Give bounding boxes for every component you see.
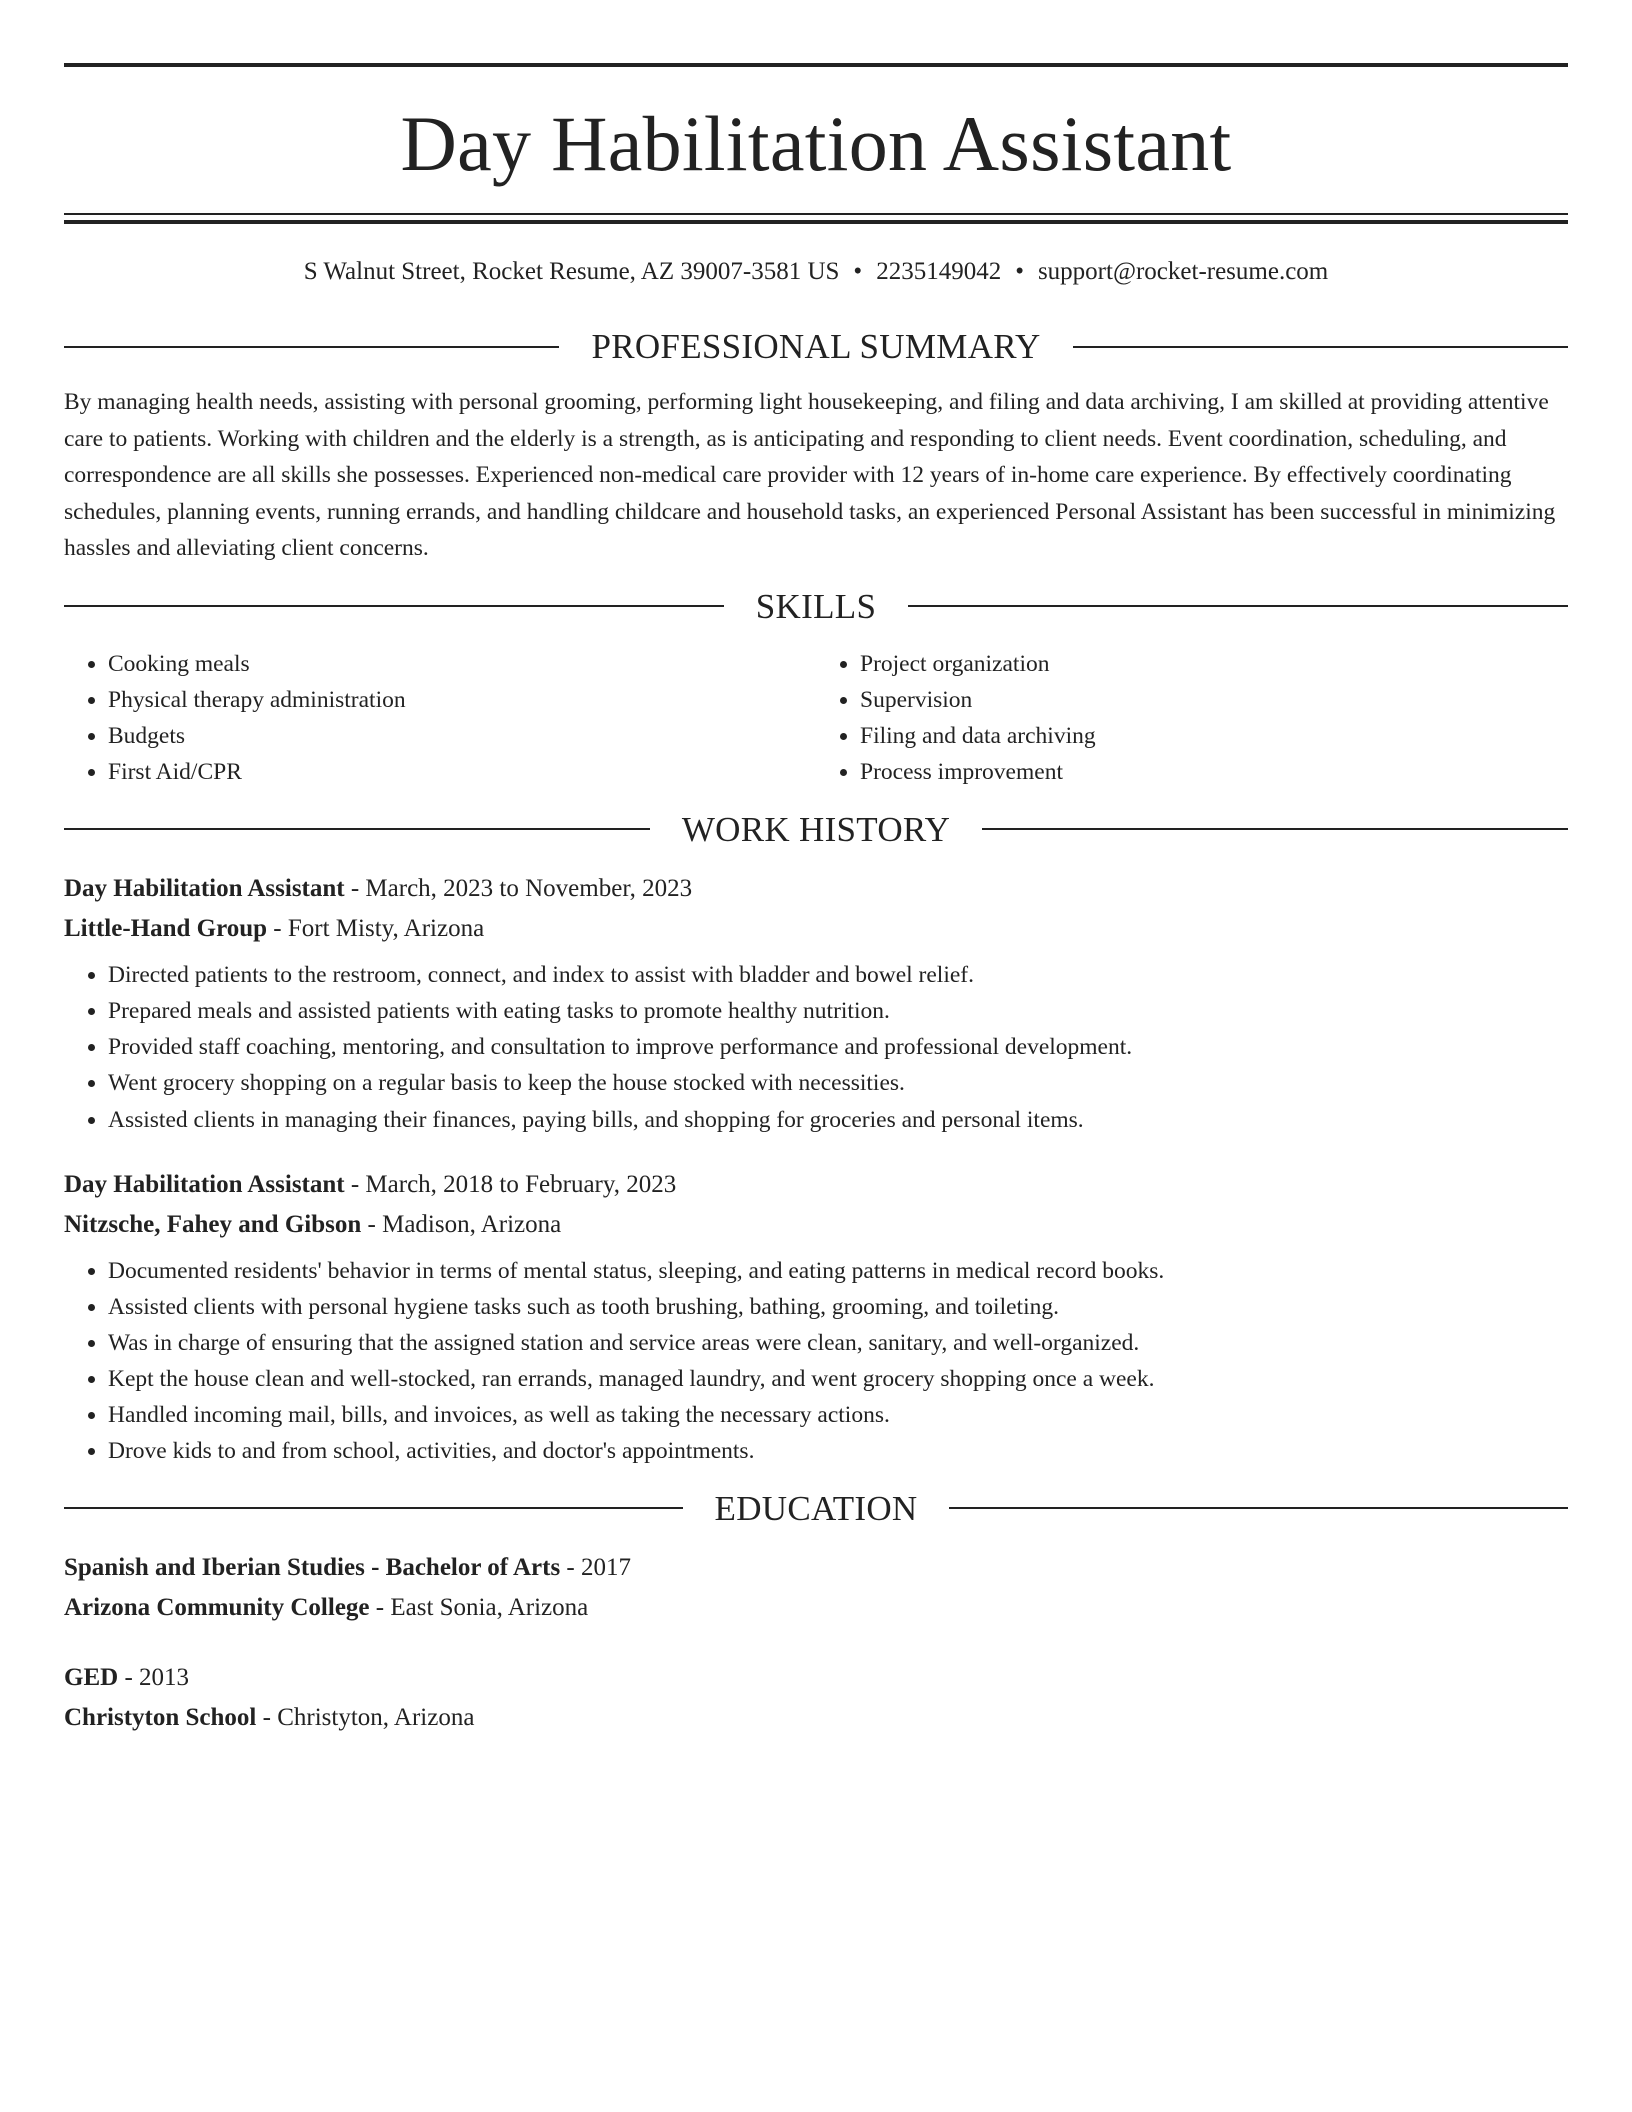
- skill-item: • Process improvement: [860, 754, 1568, 790]
- job-entry: [64, 869, 1568, 1139]
- heading-rule: [64, 346, 559, 348]
- skill-item: • Supervision: [860, 682, 1568, 718]
- duty-item: • Documented residents' behavior in terms of mental status, sleeping, and eating patterns in medical record books.: [108, 1253, 1568, 1289]
- header-double-rule: [64, 213, 1568, 224]
- heading-rule: [64, 605, 724, 607]
- education-year: - 2017: [560, 1553, 631, 1581]
- education-year: - 2013: [118, 1663, 190, 1691]
- section-heading-work: [64, 809, 1568, 849]
- duty-item: • Assisted clients with personal hygiene tasks such as tooth brushing, bathing, grooming, and toileting.: [108, 1289, 1568, 1325]
- top-rule: [64, 63, 1568, 67]
- candidate-name: Day Habilitation Assistant: [400, 100, 1232, 187]
- skills-column-left: [64, 646, 816, 790]
- section-title-skills: SKILLS: [755, 586, 877, 626]
- skill-item: • Physical therapy administration: [108, 682, 816, 718]
- education-entry: [64, 1548, 1568, 1628]
- job-entry: [64, 1165, 1568, 1469]
- section-title-summary: PROFESSIONAL SUMMARY: [591, 327, 1041, 366]
- job-dates: - March, 2023 to November, 2023: [344, 874, 693, 902]
- contact-address: S Walnut Street, Rocket Resume, AZ 39007-3581 US: [303, 258, 840, 285]
- education-location: - East Sonia, Arizona: [369, 1593, 589, 1621]
- skill-item: • Budgets: [108, 718, 816, 754]
- duty-item: • Kept the house clean and well-stocked, ran errands, managed laundry, and went grocery shopping once a week.: [108, 1361, 1568, 1397]
- heading-rule: [949, 1507, 1568, 1509]
- duty-item: • Was in charge of ensuring that the assigned station and service areas were clean, sanitary, and well-organized.: [108, 1325, 1568, 1361]
- duty-item: • Handled incoming mail, bills, and invoices, as well as taking the necessary actions.: [108, 1397, 1568, 1433]
- duty-item: • Assisted clients in managing their finances, paying bills, and shopping for groceries and personal items.: [108, 1101, 1568, 1139]
- education-school-line: [64, 1698, 1568, 1738]
- job-duties: [64, 957, 1568, 1139]
- duty-item: • Prepared meals and assisted patients with eating tasks to promote healthy nutrition.: [108, 993, 1568, 1029]
- job-title-line: [64, 869, 1568, 909]
- heading-rule: [64, 828, 650, 830]
- section-heading-skills: [64, 586, 1568, 626]
- skills-list: [64, 646, 1568, 790]
- job-company-line: [64, 1205, 1568, 1245]
- duty-item: • Drove kids to and from school, activities, and doctor's appointments.: [108, 1433, 1568, 1469]
- job-company: Nitzsche, Fahey and Gibson: [64, 1210, 362, 1238]
- job-title: Day Habilitation Assistant: [64, 874, 345, 902]
- contact-line: [64, 257, 1568, 287]
- skills-column-right: [816, 646, 1568, 790]
- education-degree-line: [64, 1658, 1568, 1698]
- education-degree: GED: [64, 1663, 119, 1691]
- education-school: Arizona Community College: [64, 1593, 370, 1621]
- education-location: - Christyton, Arizona: [256, 1703, 475, 1731]
- summary-text: By managing health needs, assisting with personal grooming, performing light housekeeping, and filing and data archiving, I am skilled at providing attentive care to patients. Working with children and the elderly is a strength, as is anticipating and responding to client needs. Event coordination, scheduling, and correspondence are all skills she possesses. Experienced non-medical care provider with 12 years of in-home care experience. By effectively coordinating schedules, planning events, running errands, and handling childcare and household tasks, an experienced Personal Assistant has been successful in minimizing hassles and alleviating client concerns.: [64, 389, 1556, 561]
- heading-rule: [1073, 346, 1568, 348]
- heading-rule: [982, 828, 1568, 830]
- section-title-education: EDUCATION: [714, 1488, 918, 1528]
- job-company: Little-Hand Group: [64, 914, 268, 942]
- duty-item: • Provided staff coaching, mentoring, and consultation to improve performance and professional development.: [108, 1029, 1568, 1065]
- education-degree-line: [64, 1548, 1568, 1588]
- heading-rule: [908, 605, 1568, 607]
- education-degree: Spanish and Iberian Studies - Bachelor of Arts: [64, 1553, 561, 1581]
- job-title: Day Habilitation Assistant: [64, 1170, 345, 1198]
- education-school: Christyton School: [64, 1703, 257, 1731]
- duty-item: • Directed patients to the restroom, connect, and index to assist with bladder and bowel relief.: [108, 957, 1568, 993]
- contact-email: support@rocket-resume.com: [1037, 258, 1329, 285]
- duty-item: • Went grocery shopping on a regular basis to keep the house stocked with necessities.: [108, 1065, 1568, 1101]
- job-title-line: [64, 1165, 1568, 1205]
- heading-rule: [64, 1507, 683, 1509]
- contact-phone: 2235149042: [876, 258, 1002, 285]
- job-dates: - March, 2018 to February, 2023: [344, 1170, 677, 1198]
- skill-item: • Project organization: [860, 646, 1568, 682]
- job-duties: [64, 1253, 1568, 1469]
- education-school-line: [64, 1588, 1568, 1628]
- education-entry: [64, 1658, 1568, 1738]
- job-location: - Fort Misty, Arizona: [267, 914, 485, 942]
- job-company-line: [64, 909, 1568, 949]
- skill-item: • First Aid/CPR: [108, 754, 816, 790]
- section-heading-education: [64, 1488, 1568, 1528]
- job-location: - Madison, Arizona: [361, 1210, 562, 1238]
- skill-item: • Cooking meals: [108, 646, 816, 682]
- section-heading-summary: [64, 329, 1568, 364]
- section-title-work: WORK HISTORY: [681, 809, 951, 849]
- contact-separator: •: [853, 258, 863, 285]
- skill-item: • Filing and data archiving: [860, 718, 1568, 754]
- contact-separator: •: [1015, 258, 1024, 285]
